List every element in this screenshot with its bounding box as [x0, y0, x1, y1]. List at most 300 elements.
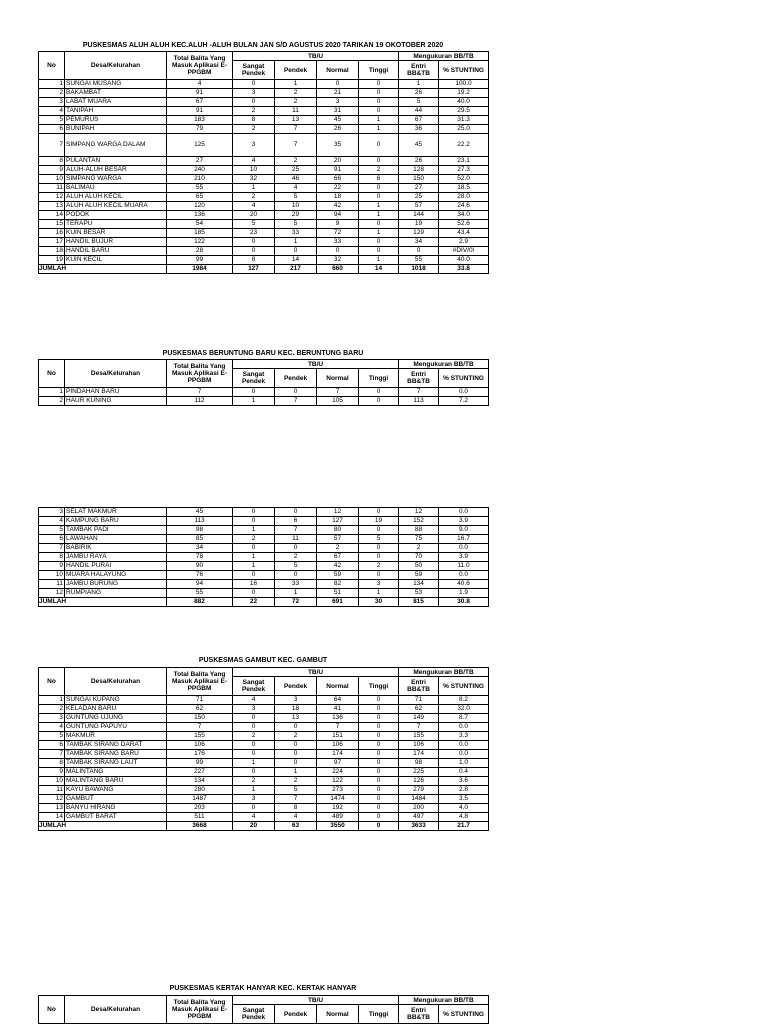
table-row — [39, 535, 489, 544]
table-row — [39, 544, 489, 553]
cell-tinggi: 0 — [359, 134, 399, 157]
cell-tinggi: 0 — [359, 768, 399, 777]
cell-stunting: 3.9 — [439, 517, 489, 526]
cell-sangat-pendek: 3 — [233, 705, 275, 714]
cell-entri: 7 — [399, 723, 439, 732]
cell-tinggi: 0 — [359, 723, 399, 732]
total-normal: 660 — [317, 265, 359, 274]
cell-sangat-pendek: 0 — [233, 544, 275, 553]
total-sangat-pendek: 22 — [233, 598, 275, 607]
cell-normal: 97 — [317, 759, 359, 768]
total-stunting: 30.8 — [439, 598, 489, 607]
cell-normal: 51 — [317, 589, 359, 598]
cell-entri: 152 — [399, 517, 439, 526]
section-title-beruntung-baru: PUSKESMAS BERUNTUNG BARU KEC. BERUNTUNG BARU — [162, 350, 364, 357]
cell-sangat-pendek: 10 — [233, 166, 275, 175]
cell-sangat-pendek: 32 — [233, 175, 275, 184]
header-row — [39, 360, 489, 369]
cell-sangat-pendek: 2 — [233, 732, 275, 741]
cell-no: 6 — [39, 741, 65, 750]
cell-total: 1487 — [167, 795, 233, 804]
cell-entri: 70 — [399, 553, 439, 562]
cell-no: 9 — [39, 768, 65, 777]
table-row — [39, 193, 489, 202]
cell-pendek: 25 — [275, 166, 317, 175]
cell-total: 27 — [167, 157, 233, 166]
cell-entri: 106 — [399, 741, 439, 750]
cell-tinggi: 6 — [359, 175, 399, 184]
cell-normal: 22 — [317, 184, 359, 193]
header-total-balita: Total Balita Yang Masuk Aplikasi E-PPGBM — [167, 668, 233, 696]
cell-pendek: 1 — [275, 238, 317, 247]
cell-total: 136 — [167, 211, 233, 220]
table-row — [39, 553, 489, 562]
cell-sangat-pendek: 8 — [233, 116, 275, 125]
cell-entri: 134 — [399, 580, 439, 589]
cell-tinggi: 0 — [359, 804, 399, 813]
cell-stunting: 16.7 — [439, 535, 489, 544]
cell-desa: HANDIL PURAI — [65, 562, 167, 571]
cell-no: 4 — [39, 517, 65, 526]
cell-pendek: 0 — [275, 388, 317, 397]
table-row — [39, 247, 489, 256]
header-total-balita: Total Balita Yang Masuk Aplikasi E-PPGBM — [167, 360, 233, 388]
total-tinggi: 14 — [359, 265, 399, 274]
table-row — [39, 184, 489, 193]
total-tinggi: 30 — [359, 598, 399, 607]
cell-stunting: 3.6 — [439, 777, 489, 786]
table-row — [39, 804, 489, 813]
table-row — [39, 517, 489, 526]
total-sangat-pendek: 127 — [233, 265, 275, 274]
cell-desa: PINDAHAN BARU — [65, 388, 167, 397]
cell-sangat-pendek: 0 — [233, 80, 275, 89]
cell-sangat-pendek: 0 — [233, 714, 275, 723]
cell-desa: KUIN BESAR — [65, 229, 167, 238]
total-balita: 1984 — [167, 265, 233, 274]
total-entri: 815 — [399, 598, 439, 607]
cell-no: 10 — [39, 777, 65, 786]
cell-sangat-pendek: 0 — [233, 388, 275, 397]
cell-stunting: 22.2 — [439, 134, 489, 157]
header-tinggi: Tinggi — [359, 1005, 399, 1024]
cell-total: 134 — [167, 777, 233, 786]
header-no: No — [39, 668, 65, 696]
cell-pendek: 5 — [275, 786, 317, 795]
cell-tinggi: 2 — [359, 166, 399, 175]
cell-stunting: 27.3 — [439, 166, 489, 175]
cell-entri: 497 — [399, 813, 439, 822]
table-row — [39, 741, 489, 750]
table-row — [39, 750, 489, 759]
cell-sangat-pendek: 0 — [233, 508, 275, 517]
cell-sangat-pendek: 23 — [233, 229, 275, 238]
cell-total: 76 — [167, 571, 233, 580]
header-total-balita: Total Balita Yang Masuk Aplikasi E-PPGBM — [167, 996, 233, 1024]
table-row — [39, 238, 489, 247]
cell-desa: GAMBUT — [65, 795, 167, 804]
cell-desa: TAMBAK SIRANG BARU — [65, 750, 167, 759]
cell-total: 280 — [167, 786, 233, 795]
cell-stunting: 29.5 — [439, 107, 489, 116]
cell-no: 17 — [39, 238, 65, 247]
table-row — [39, 589, 489, 598]
header-mengukuran: Mengukuran BB/TB — [399, 668, 489, 677]
table-beruntung-baru — [38, 359, 489, 406]
total-row — [39, 598, 489, 607]
cell-entri: 5 — [399, 98, 439, 107]
cell-stunting: 31.3 — [439, 116, 489, 125]
cell-stunting: 0.0 — [439, 388, 489, 397]
cell-pendek: 2 — [275, 98, 317, 107]
cell-desa: ALUH ALUH KECIL MUARA — [65, 202, 167, 211]
cell-sangat-pendek: 1 — [233, 553, 275, 562]
header-stunting: % STUNTING — [439, 1005, 489, 1024]
cell-sangat-pendek: 1 — [233, 562, 275, 571]
header-pendek: Pendek — [275, 1005, 317, 1024]
cell-desa: SUNGAI MUSANG — [65, 80, 167, 89]
cell-stunting: 0.0 — [439, 508, 489, 517]
total-normal: 691 — [317, 598, 359, 607]
cell-desa: JAMBU RAYA — [65, 553, 167, 562]
cell-pendek: 2 — [275, 553, 317, 562]
cell-desa: BANYU HIRANG — [65, 804, 167, 813]
cell-entri: 225 — [399, 768, 439, 777]
cell-sangat-pendek: 2 — [233, 777, 275, 786]
cell-pendek: 14 — [275, 256, 317, 265]
cell-pendek: 33 — [275, 229, 317, 238]
cell-no: 12 — [39, 795, 65, 804]
cell-tinggi: 0 — [359, 220, 399, 229]
cell-total: 4 — [167, 80, 233, 89]
cell-stunting: 43.4 — [439, 229, 489, 238]
total-label: JUMLAH — [39, 265, 167, 274]
section-title-gambut: PUSKESMAS GAMBUT KEC. GAMBUT — [198, 657, 328, 664]
total-row — [39, 822, 489, 831]
cell-no: 15 — [39, 220, 65, 229]
cell-tinggi: 0 — [359, 98, 399, 107]
cell-total: 120 — [167, 202, 233, 211]
cell-tinggi: 1 — [359, 125, 399, 134]
cell-total: 112 — [167, 397, 233, 406]
cell-pendek: 2 — [275, 777, 317, 786]
cell-stunting: 0.0 — [439, 723, 489, 732]
section-title-kertak-hanyar: PUSKESMAS KERTAK HANYAR KEC. KERTAK HANYAR — [169, 985, 357, 992]
cell-normal: 35 — [317, 134, 359, 157]
cell-no: 11 — [39, 786, 65, 795]
cell-sangat-pendek: 2 — [233, 535, 275, 544]
cell-desa: SUNGAI KUPANG — [65, 696, 167, 705]
cell-sangat-pendek: 4 — [233, 202, 275, 211]
cell-tinggi: 0 — [359, 544, 399, 553]
cell-pendek: 29 — [275, 211, 317, 220]
cell-normal: 9 — [317, 220, 359, 229]
table-row — [39, 696, 489, 705]
table-row — [39, 777, 489, 786]
cell-total: 78 — [167, 553, 233, 562]
cell-sangat-pendek: 1 — [233, 526, 275, 535]
table-row — [39, 98, 489, 107]
header-normal: Normal — [317, 1005, 359, 1024]
header-no: No — [39, 52, 65, 80]
cell-desa: TAMBAK PADI — [65, 526, 167, 535]
cell-no: 5 — [39, 732, 65, 741]
cell-desa: GUNTUNG UJUNG — [65, 714, 167, 723]
cell-pendek: 6 — [275, 517, 317, 526]
cell-tinggi: 0 — [359, 107, 399, 116]
cell-sangat-pendek: 4 — [233, 696, 275, 705]
cell-sangat-pendek: 8 — [233, 256, 275, 265]
cell-tinggi: 1 — [359, 116, 399, 125]
cell-sangat-pendek: 0 — [233, 98, 275, 107]
cell-no: 10 — [39, 175, 65, 184]
header-row — [39, 996, 489, 1005]
header-no: No — [39, 360, 65, 388]
cell-tinggi: 19 — [359, 517, 399, 526]
header-row — [39, 668, 489, 677]
total-tinggi: 0 — [359, 822, 399, 831]
header-normal: Normal — [317, 61, 359, 80]
cell-pendek: 2 — [275, 157, 317, 166]
table-row — [39, 580, 489, 589]
cell-desa: LAWAHAN — [65, 535, 167, 544]
cell-pendek: 0 — [275, 247, 317, 256]
cell-no: 2 — [39, 89, 65, 98]
cell-sangat-pendek: 5 — [233, 220, 275, 229]
cell-desa: BABIRIK — [65, 544, 167, 553]
cell-stunting: 100.0 — [439, 80, 489, 89]
total-stunting: 21.7 — [439, 822, 489, 831]
cell-sangat-pendek: 0 — [233, 804, 275, 813]
cell-pendek: 13 — [275, 116, 317, 125]
cell-stunting: 34.0 — [439, 211, 489, 220]
cell-tinggi: 2 — [359, 562, 399, 571]
header-sangat-pendek: Sangat Pendek — [233, 369, 275, 388]
cell-tinggi: 0 — [359, 184, 399, 193]
header-desa: Desa/Kelurahan — [65, 360, 167, 388]
cell-normal: 67 — [317, 553, 359, 562]
cell-desa: MALINTANG — [65, 768, 167, 777]
table-row — [39, 732, 489, 741]
cell-stunting: 0.0 — [439, 750, 489, 759]
cell-tinggi: 0 — [359, 397, 399, 406]
cell-pendek: 2 — [275, 89, 317, 98]
cell-normal: 82 — [317, 580, 359, 589]
total-balita: 3668 — [167, 822, 233, 831]
cell-total: 67 — [167, 98, 233, 107]
cell-tinggi: 0 — [359, 732, 399, 741]
cell-entri: 75 — [399, 535, 439, 544]
cell-tinggi: 0 — [359, 388, 399, 397]
cell-entri: 128 — [399, 166, 439, 175]
cell-desa: KAYU BAWANG — [65, 786, 167, 795]
cell-total: 65 — [167, 193, 233, 202]
cell-tinggi: 1 — [359, 202, 399, 211]
cell-normal: 32 — [317, 256, 359, 265]
cell-desa: MALINTANG BARU — [65, 777, 167, 786]
total-balita: 882 — [167, 598, 233, 607]
table-row — [39, 813, 489, 822]
cell-no: 12 — [39, 193, 65, 202]
cell-normal: 105 — [317, 397, 359, 406]
cell-normal: 127 — [317, 517, 359, 526]
cell-sangat-pendek: 2 — [233, 107, 275, 116]
cell-no: 8 — [39, 759, 65, 768]
header-row — [39, 52, 489, 61]
cell-pendek: 7 — [275, 134, 317, 157]
total-normal: 3550 — [317, 822, 359, 831]
cell-total: 125 — [167, 134, 233, 157]
cell-stunting: 23.1 — [439, 157, 489, 166]
cell-entri: 113 — [399, 397, 439, 406]
total-pendek: 217 — [275, 265, 317, 274]
cell-pendek: 11 — [275, 107, 317, 116]
cell-sangat-pendek: 2 — [233, 125, 275, 134]
cell-stunting: 0.0 — [439, 741, 489, 750]
cell-stunting: 3.3 — [439, 732, 489, 741]
cell-tinggi: 1 — [359, 256, 399, 265]
cell-no: 2 — [39, 705, 65, 714]
cell-no: 1 — [39, 80, 65, 89]
cell-total: 122 — [167, 238, 233, 247]
cell-stunting: 52.0 — [439, 175, 489, 184]
cell-total: 7 — [167, 388, 233, 397]
cell-normal: 174 — [317, 750, 359, 759]
cell-no: 11 — [39, 580, 65, 589]
table-row — [39, 571, 489, 580]
cell-entri: 55 — [399, 256, 439, 265]
cell-total: 511 — [167, 813, 233, 822]
cell-total: 55 — [167, 184, 233, 193]
header-no: No — [39, 996, 65, 1024]
cell-normal: 1474 — [317, 795, 359, 804]
cell-sangat-pendek: 0 — [233, 723, 275, 732]
cell-no: 3 — [39, 98, 65, 107]
cell-total: 185 — [167, 229, 233, 238]
header-sangat-pendek: Sangat Pendek — [233, 1005, 275, 1024]
cell-entri: 129 — [399, 229, 439, 238]
cell-entri: 26 — [399, 89, 439, 98]
cell-stunting: 40.0 — [439, 256, 489, 265]
cell-entri: 25 — [399, 193, 439, 202]
cell-desa: LABAT MUARA — [65, 98, 167, 107]
table-row — [39, 116, 489, 125]
cell-desa: JAMBU BURUNG — [65, 580, 167, 589]
cell-normal: 224 — [317, 768, 359, 777]
cell-normal: 72 — [317, 229, 359, 238]
cell-pendek: 0 — [275, 508, 317, 517]
cell-no: 11 — [39, 184, 65, 193]
cell-entri: 279 — [399, 786, 439, 795]
table-row — [39, 526, 489, 535]
cell-desa: HANDIL BUJUR — [65, 238, 167, 247]
table-beruntung-baru-continued — [38, 507, 489, 607]
header-tbu: TB/U — [233, 668, 399, 677]
cell-tinggi: 0 — [359, 157, 399, 166]
cell-sangat-pendek: 1 — [233, 786, 275, 795]
cell-total: 183 — [167, 116, 233, 125]
cell-stunting: 32.0 — [439, 705, 489, 714]
cell-stunting: 8.7 — [439, 714, 489, 723]
cell-no: 5 — [39, 116, 65, 125]
cell-entri: 36 — [399, 125, 439, 134]
cell-normal: 33 — [317, 238, 359, 247]
cell-stunting: 40.6 — [439, 580, 489, 589]
cell-no: 5 — [39, 526, 65, 535]
cell-entri: 71 — [399, 696, 439, 705]
header-mengukuran: Mengukuran BB/TB — [399, 996, 489, 1005]
cell-total: 227 — [167, 768, 233, 777]
cell-tinggi: 0 — [359, 508, 399, 517]
cell-entri: 44 — [399, 107, 439, 116]
cell-normal: 57 — [317, 535, 359, 544]
cell-normal: 31 — [317, 107, 359, 116]
cell-stunting: 11.0 — [439, 562, 489, 571]
cell-sangat-pendek: 4 — [233, 813, 275, 822]
cell-desa: TANIPAH — [65, 107, 167, 116]
cell-normal: 42 — [317, 202, 359, 211]
cell-stunting: 2.9 — [439, 238, 489, 247]
cell-entri: 149 — [399, 714, 439, 723]
table-row — [39, 508, 489, 517]
header-normal: Normal — [317, 677, 359, 696]
total-pendek: 72 — [275, 598, 317, 607]
cell-tinggi: 0 — [359, 777, 399, 786]
cell-tinggi: 5 — [359, 535, 399, 544]
cell-total: 113 — [167, 517, 233, 526]
cell-normal: 489 — [317, 813, 359, 822]
cell-no: 8 — [39, 553, 65, 562]
cell-total: 62 — [167, 705, 233, 714]
cell-pendek: 0 — [275, 759, 317, 768]
cell-stunting: 25.0 — [439, 125, 489, 134]
cell-pendek: 33 — [275, 580, 317, 589]
cell-sangat-pendek: 0 — [233, 750, 275, 759]
cell-tinggi: 0 — [359, 89, 399, 98]
cell-desa: KAMPUNG BARU — [65, 517, 167, 526]
cell-entri: 144 — [399, 211, 439, 220]
table-row — [39, 89, 489, 98]
cell-entri: 45 — [399, 134, 439, 157]
table-row — [39, 80, 489, 89]
total-entri: 1018 — [399, 265, 439, 274]
cell-no: 3 — [39, 714, 65, 723]
cell-entri: 200 — [399, 804, 439, 813]
cell-no: 4 — [39, 723, 65, 732]
cell-pendek: 5 — [275, 220, 317, 229]
header-pendek: Pendek — [275, 677, 317, 696]
cell-normal: 91 — [317, 166, 359, 175]
cell-desa: SELAT MAKMUR — [65, 508, 167, 517]
cell-tinggi: 0 — [359, 696, 399, 705]
cell-normal: 94 — [317, 211, 359, 220]
cell-normal: 122 — [317, 777, 359, 786]
cell-no: 19 — [39, 256, 65, 265]
header-tbu: TB/U — [233, 996, 399, 1005]
cell-entri: 50 — [399, 562, 439, 571]
cell-stunting: 0.0 — [439, 571, 489, 580]
cell-no: 7 — [39, 134, 65, 157]
cell-total: 45 — [167, 508, 233, 517]
cell-entri: 67 — [399, 116, 439, 125]
cell-normal: 0 — [317, 247, 359, 256]
header-sangat-pendek: Sangat Pendek — [233, 677, 275, 696]
header-mengukuran: Mengukuran BB/TB — [399, 52, 489, 61]
cell-pendek: 10 — [275, 202, 317, 211]
table-row — [39, 705, 489, 714]
cell-entri: 1 — [399, 80, 439, 89]
cell-tinggi: 0 — [359, 705, 399, 714]
